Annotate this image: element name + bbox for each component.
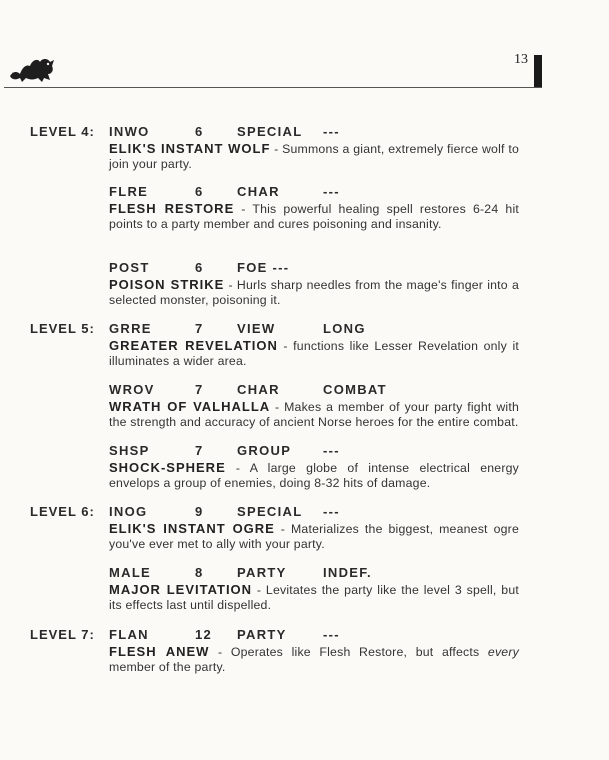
spell-entry xyxy=(109,321,519,369)
spell-desc-text: - Materializes the biggest, meanest ogre you've ever met to ally with your party. xyxy=(109,522,520,551)
spell-range: FOE --- xyxy=(237,260,290,275)
spell-code: WROV xyxy=(109,382,155,397)
level-label: LEVEL 6: xyxy=(30,504,95,519)
spell-range: VIEW xyxy=(237,321,276,336)
spell-points: 6 xyxy=(195,124,204,139)
spell-duration: --- xyxy=(323,443,340,458)
spell-name: GREATER REVELATION xyxy=(109,338,278,353)
spell-range: PARTY xyxy=(237,627,287,642)
spell-duration: COMBAT xyxy=(323,382,387,397)
spell-desc-text: - Hurls sharp needles from the mage's finger into a selected monster, poisoning it. xyxy=(109,278,519,307)
spell-entry xyxy=(109,382,519,430)
spell-code: GRRE xyxy=(109,321,152,336)
spell-duration: --- xyxy=(323,124,340,139)
spell-description xyxy=(109,521,519,552)
spell-duration: INDEF. xyxy=(323,565,372,580)
spell-name: ELIK'S INSTANT OGRE xyxy=(109,521,275,536)
spell-entry xyxy=(109,565,519,613)
spell-desc-text: - functions like Lesser Revelation only it illuminates a wider area. xyxy=(109,339,520,368)
spell-desc-text: - Summons a giant, extremely fierce wolf to join your party. xyxy=(109,142,519,171)
spell-code-row xyxy=(109,443,519,460)
spell-description xyxy=(109,399,519,430)
spell-code: INOG xyxy=(109,504,148,519)
spell-points: 6 xyxy=(195,260,204,275)
spell-entry xyxy=(109,184,519,232)
dragon-logo-icon xyxy=(8,52,56,84)
spell-name: FLESH RESTORE xyxy=(109,201,235,216)
spell-entry xyxy=(109,260,519,308)
spell-description xyxy=(109,460,519,491)
spell-code: INWO xyxy=(109,124,150,139)
spell-code-row xyxy=(109,382,519,399)
spell-points: 7 xyxy=(195,443,204,458)
page-number: 13 xyxy=(514,52,528,67)
spell-desc-text: member of the party. xyxy=(109,660,226,674)
spell-points: 6 xyxy=(195,184,204,199)
spell-desc-text: - Operates like Flesh Restore, but affects xyxy=(209,645,488,659)
spell-points: 7 xyxy=(195,382,204,397)
spell-code-row xyxy=(109,565,519,582)
spell-description xyxy=(109,338,519,369)
spell-entry xyxy=(109,504,519,552)
spell-points: 12 xyxy=(195,627,213,642)
level-label: LEVEL 4: xyxy=(30,124,95,139)
spell-code: POST xyxy=(109,260,150,275)
spell-range: CHAR xyxy=(237,382,280,397)
spell-name: FLESH ANEW xyxy=(109,644,210,659)
spell-points: 9 xyxy=(195,504,204,519)
spell-range: GROUP xyxy=(237,443,292,458)
spell-description xyxy=(109,141,519,172)
spell-range: CHAR xyxy=(237,184,280,199)
spell-duration: --- xyxy=(323,627,340,642)
spell-code-row xyxy=(109,504,519,521)
spell-code-row xyxy=(109,260,519,277)
spell-desc-text: - This powerful healing spell restores 6-24 hit points to a party member and cures poisoning and insanity. xyxy=(109,202,519,231)
spell-name: ELIK'S INSTANT WOLF xyxy=(109,141,271,156)
spell-code-row xyxy=(109,124,519,141)
spell-code: SHSP xyxy=(109,443,150,458)
spell-code-row xyxy=(109,184,519,201)
spell-code: FLAN xyxy=(109,627,149,642)
spell-description xyxy=(109,201,519,232)
spell-desc-text: - A large globe of intense electrical energy envelops a group of enemies, doing 8-32 hits of damage. xyxy=(109,461,519,490)
spell-desc-emphasis: every xyxy=(487,645,519,659)
spell-code-row xyxy=(109,627,519,644)
spell-duration: --- xyxy=(323,184,340,199)
spell-description xyxy=(109,644,519,675)
level-label: LEVEL 5: xyxy=(30,321,95,336)
spell-description xyxy=(109,582,519,613)
spell-points: 7 xyxy=(195,321,204,336)
spell-points: 8 xyxy=(195,565,204,580)
spell-desc-text: - Makes a member of your party fight with the strength and accuracy of ancient Norse heroes for the entire combat. xyxy=(109,400,519,429)
page-tab-marker xyxy=(534,55,542,88)
spell-code: MALE xyxy=(109,565,152,580)
spell-code: FLRE xyxy=(109,184,149,199)
spell-entry xyxy=(109,627,519,675)
spell-duration: LONG xyxy=(323,321,366,336)
level-label: LEVEL 7: xyxy=(30,627,95,642)
header-rule xyxy=(4,87,542,88)
spell-range: SPECIAL xyxy=(237,504,303,519)
spell-name: MAJOR LEVITATION xyxy=(109,582,253,597)
spell-range: SPECIAL xyxy=(237,124,303,139)
spell-name: POISON STRIKE xyxy=(109,277,225,292)
spell-desc-text: - Levitates the party like the level 3 spell, but its effects last until dispelled. xyxy=(109,583,519,612)
spell-entry xyxy=(109,443,519,491)
spell-name: SHOCK-SPHERE xyxy=(109,460,226,475)
spell-description xyxy=(109,277,519,308)
spell-name: WRATH OF VALHALLA xyxy=(109,399,271,414)
spell-range: PARTY xyxy=(237,565,287,580)
spell-entry xyxy=(109,124,519,172)
spell-code-row xyxy=(109,321,519,338)
spell-duration: --- xyxy=(323,504,340,519)
